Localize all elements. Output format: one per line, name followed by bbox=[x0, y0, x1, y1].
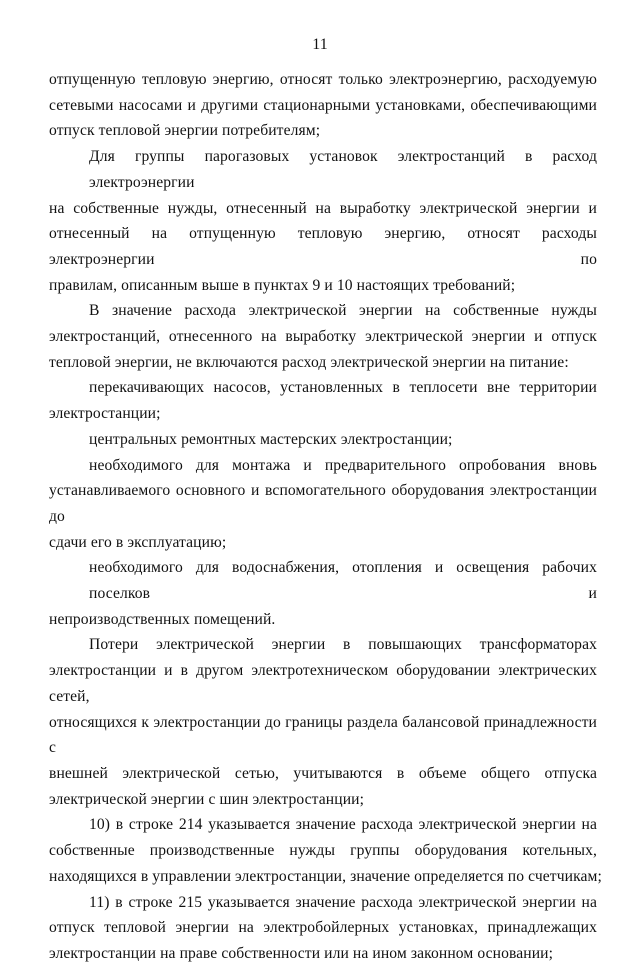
text-line: необходимого для водоснабжения, отопления и освещения рабочих поселков и bbox=[89, 559, 597, 603]
page-number: 11 bbox=[312, 36, 328, 53]
paragraph bbox=[49, 375, 597, 426]
text-line: отпущенную тепловую энергию, относят только электроэнергию, расходуемую bbox=[49, 71, 597, 88]
paragraph bbox=[49, 453, 597, 556]
text-line: на собственные нужды, отнесенный на выработку электрической энергии и bbox=[49, 199, 597, 217]
text-line: тепловой энергии, не включаются расход электрической энергии на питание: bbox=[49, 353, 569, 371]
text-line: электростанции; bbox=[49, 405, 161, 423]
text-line: электростанций, отнесенного на выработку электрической энергии и отпуск bbox=[49, 328, 597, 346]
text-line: центральных ремонтных мастерских электростанции; bbox=[89, 430, 453, 448]
text-line: перекачивающих насосов, установленных в теплосети вне территории bbox=[89, 379, 597, 397]
text-line: отпуск тепловой энергии на электробойлерных установках, принадлежащих bbox=[49, 919, 597, 937]
text-line: 10) в строке 214 указывается значение расхода электрической энергии на bbox=[89, 816, 597, 834]
text-line: правилам, описанным выше в пунктах 9 и 10 настоящих требований; bbox=[49, 276, 516, 294]
paragraph bbox=[49, 298, 597, 375]
paragraph bbox=[49, 632, 597, 812]
text-line: Для группы парогазовых установок электростанций в расход электроэнергии bbox=[89, 148, 597, 191]
text-line: сетевыми насосами и другими стационарными установками, обеспечивающими bbox=[49, 96, 597, 114]
text-line: Потери электрической энергии в повышающих трансформаторах bbox=[89, 636, 597, 654]
text-line: отнесенный на отпущенную тепловую энергию, относят расходы электроэнергии по bbox=[49, 225, 597, 268]
text-line: сдачи его в эксплуатацию; bbox=[49, 533, 227, 551]
paragraph bbox=[49, 67, 597, 144]
paragraph bbox=[49, 144, 597, 298]
paragraph bbox=[49, 890, 597, 967]
text-line: электростанции на праве собственности или на ином законном основании; bbox=[49, 944, 554, 962]
text-line: находящихся в управлении электростанции, значение определяется по счетчикам; bbox=[49, 867, 602, 885]
text-line: электростанции и в другом электротехническом оборудовании электрических сетей, bbox=[49, 662, 597, 705]
text-line: непроизводственных помещений. bbox=[49, 610, 276, 628]
text-line: необходимого для монтажа и предварительного опробования вновь bbox=[89, 456, 597, 474]
paragraph bbox=[49, 555, 597, 632]
text-line: отпуск тепловой энергии потребителям; bbox=[49, 122, 321, 140]
document-body bbox=[49, 67, 602, 967]
text-line: 11) в строке 215 указывается значение расхода электрической энергии на bbox=[89, 893, 597, 911]
text-line: устанавливаемого основного и вспомогательного оборудования электростанции до bbox=[49, 482, 597, 525]
text-line: собственные производственные нужды группы оборудования котельных, bbox=[49, 842, 597, 860]
text-line: внешней электрической сетью, учитываются в объеме общего отпуска bbox=[49, 764, 597, 782]
paragraph bbox=[49, 427, 597, 453]
text-line: относящихся к электростанции до границы раздела балансовой принадлежности с bbox=[49, 713, 597, 757]
paragraph bbox=[49, 812, 602, 889]
text-line: электрической энергии с шин электростанции; bbox=[49, 790, 365, 808]
text-line: В значение расхода электрической энергии на собственные нужды bbox=[89, 302, 597, 320]
